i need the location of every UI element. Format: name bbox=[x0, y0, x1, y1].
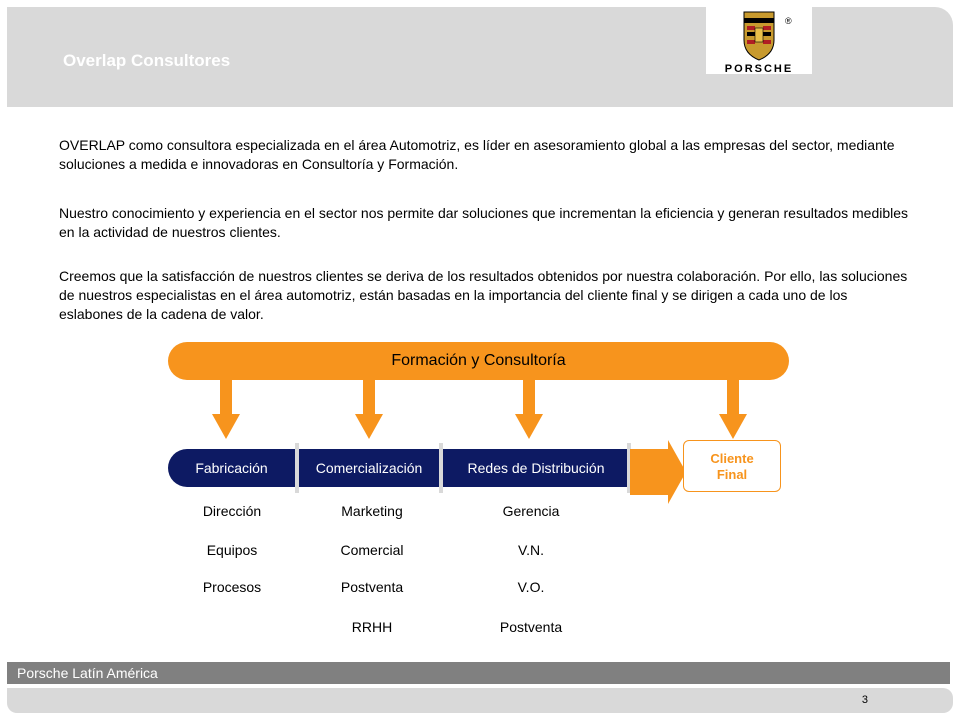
final-client-line2: Final bbox=[716, 467, 748, 482]
logo-wordmark: PORSCHE bbox=[724, 63, 794, 74]
fabricacion-item: Dirección bbox=[202, 503, 262, 519]
paragraph-intro: OVERLAP como consultora especializada en el área Automotriz, es líder en asesoramiento global a las empresas del sector, mediante soluciones a medida e innovadoras en Consultoría y Formación. bbox=[59, 137, 895, 172]
down-arrow-icon bbox=[354, 380, 384, 440]
fabricacion-item: Procesos bbox=[202, 579, 262, 595]
redes-item: Gerencia bbox=[502, 503, 560, 519]
registered-mark: ® bbox=[785, 16, 792, 26]
footer-label: Porsche Latín América bbox=[17, 665, 158, 681]
down-arrow-icon bbox=[514, 380, 544, 440]
comercializacion-item: Comercial bbox=[340, 542, 404, 558]
footer-bar bbox=[7, 662, 950, 684]
page-title: Overlap Consultores bbox=[63, 51, 231, 70]
final-client-box bbox=[683, 440, 781, 492]
flow-arrow-icon bbox=[630, 440, 686, 504]
value-chain-bar bbox=[168, 449, 630, 487]
paragraph-satisfaction: Creemos que la satisfacción de nuestros clientes se deriva de los resultados obtenidos por nuestra colaboración. Por ello, las soluciones de nuestros especialistas en el área automotriz, están basadas en la importancia del cliente final y se dirigen a cada uno de los eslabones de la cadena de valor. bbox=[59, 268, 908, 322]
final-client-line1: Cliente bbox=[710, 451, 754, 466]
stage-redes-distribucion: Redes de Distribución bbox=[443, 449, 629, 487]
porsche-crest-icon bbox=[706, 6, 812, 74]
fabricacion-item: Equipos bbox=[206, 542, 258, 558]
page-number-bar bbox=[7, 688, 953, 713]
comercializacion-item: RRHH bbox=[351, 619, 393, 635]
paragraph-knowledge: Nuestro conocimiento y experiencia en el sector nos permite dar soluciones que incrementan la eficiencia y generan resultados medibles en la actividad de nuestros clientes. bbox=[59, 205, 909, 240]
page-number: 3 bbox=[861, 694, 868, 706]
training-consulting-banner: Formación y Consultoría bbox=[168, 342, 789, 380]
redes-item: Postventa bbox=[499, 619, 563, 635]
redes-item: V.O. bbox=[517, 579, 545, 595]
porsche-logo bbox=[706, 6, 812, 74]
down-arrow-icon bbox=[718, 380, 748, 440]
down-arrow-icon bbox=[211, 380, 241, 440]
comercializacion-item: Postventa bbox=[340, 579, 404, 595]
stage-fabricacion: Fabricación bbox=[168, 449, 295, 487]
redes-item: V.N. bbox=[518, 542, 544, 558]
stage-comercializacion: Comercialización bbox=[299, 449, 439, 487]
comercializacion-item: Marketing bbox=[341, 503, 403, 519]
